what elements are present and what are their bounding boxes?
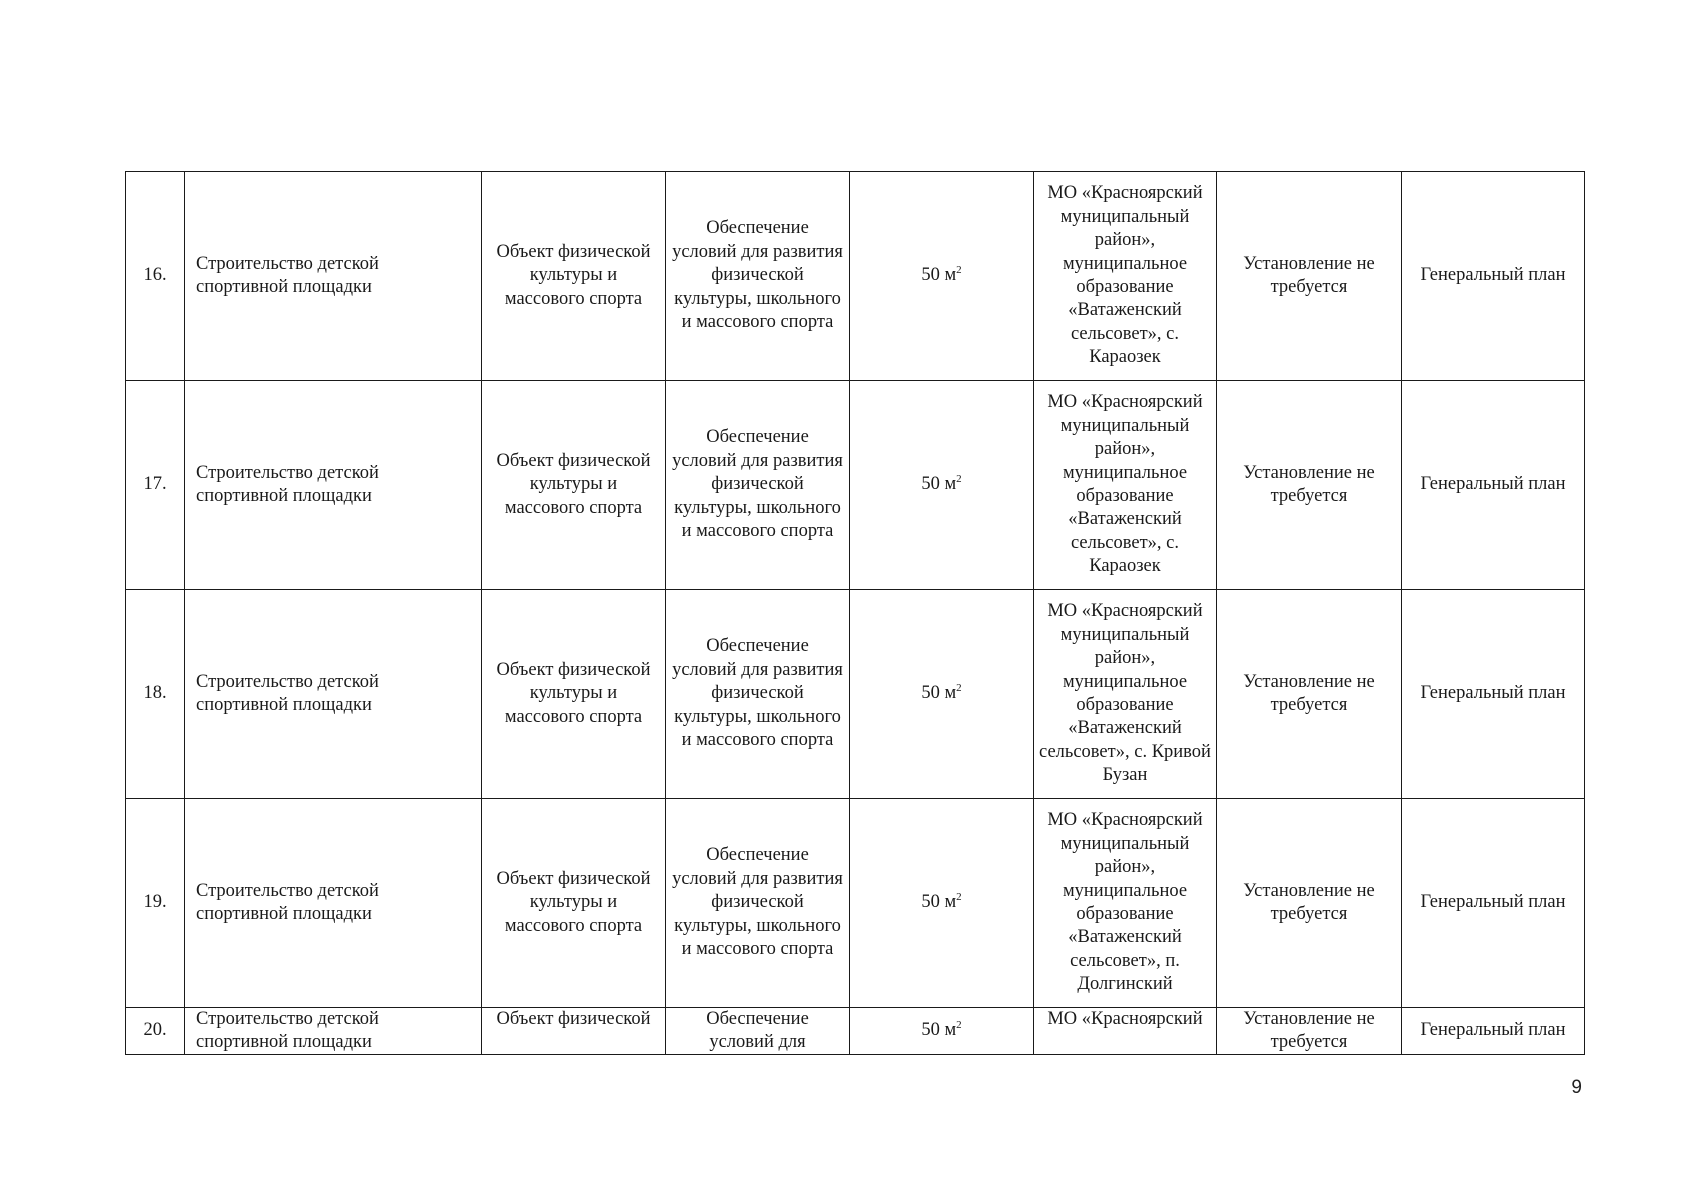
area-value: 50 м [921, 892, 957, 913]
area-value: 50 м [921, 265, 957, 286]
object-area-cell [850, 172, 1034, 381]
planning-document-text: Генеральный план [1420, 1020, 1566, 1041]
object-name-cell [185, 1008, 482, 1055]
object-purpose-cell [666, 590, 850, 799]
object-location-text: МО «Красноярский муниципальный район», муниципальное образование «Ватаженский сельсовет», с. Караозек [1047, 392, 1203, 577]
object-location-text: МО «Красноярский муниципальный район», муниципальное образование «Ватаженский сельсовет», п. Долгинский [1047, 810, 1203, 995]
planning-document-cell [1402, 172, 1585, 381]
row-number-cell [126, 381, 185, 590]
object-purpose-text: Обеспечение условий для [706, 1009, 809, 1053]
object-name-cell [185, 172, 482, 381]
planning-document-cell [1402, 1008, 1585, 1055]
object-purpose-cell [666, 1008, 850, 1055]
protection-zone-cell [1217, 799, 1402, 1008]
protection-zone-cell [1217, 381, 1402, 590]
row-number-text: 20. [143, 1020, 167, 1041]
object-location-cell [1034, 381, 1217, 590]
object-location-text: МО «Красноярский [1047, 1009, 1203, 1029]
protection-zone-cell [1217, 172, 1402, 381]
object-location-cell [1034, 590, 1217, 799]
object-location-cell [1034, 1008, 1217, 1055]
object-area-cell [850, 1008, 1034, 1055]
area-unit-exponent: 2 [956, 473, 962, 486]
object-location-cell [1034, 799, 1217, 1008]
object-type-text: Объект физической культуры и массового спорта [496, 659, 651, 727]
row-number-text: 19. [143, 892, 167, 913]
object-area-cell [850, 381, 1034, 590]
object-area-cell [850, 799, 1034, 1008]
planning-document-text: Генеральный план [1420, 892, 1566, 913]
page-number: 9 [1571, 1077, 1582, 1098]
object-type-cell [482, 172, 666, 381]
object-name-text: Строительство детской спортивной площадки [196, 880, 379, 924]
table-row [126, 381, 1585, 590]
object-purpose-cell [666, 799, 850, 1008]
area-unit-exponent: 2 [956, 1019, 962, 1032]
object-purpose-cell [666, 381, 850, 590]
area-value: 50 м [921, 683, 957, 704]
planning-document-text: Генеральный план [1420, 265, 1566, 286]
object-purpose-text: Обеспечение условий для развития физической культуры, школьного и массового спорта [672, 636, 843, 751]
object-name-text: Строительство детской спортивной площадки [196, 1009, 379, 1053]
object-name-cell [185, 381, 482, 590]
protection-zone-text: Установление не требуется [1243, 462, 1375, 506]
planning-document-text: Генеральный план [1420, 474, 1566, 495]
object-purpose-text: Обеспечение условий для развития физической культуры, школьного и массового спорта [672, 427, 843, 542]
row-number-text: 16. [143, 265, 167, 286]
area-unit-exponent: 2 [956, 264, 962, 277]
object-area-cell [850, 590, 1034, 799]
protection-zone-text: Установление не требуется [1243, 1009, 1375, 1053]
area-unit-exponent: 2 [956, 891, 962, 904]
row-number-text: 17. [143, 474, 167, 495]
object-name-text: Строительство детской спортивной площадки [196, 253, 379, 297]
planning-document-cell [1402, 799, 1585, 1008]
protection-zone-text: Установление не требуется [1243, 671, 1375, 715]
table-row [126, 172, 1585, 381]
row-number-cell [126, 799, 185, 1008]
protection-zone-cell [1217, 590, 1402, 799]
object-type-text: Объект физической культуры и массового спорта [496, 868, 651, 936]
object-type-cell [482, 1008, 666, 1055]
object-type-cell [482, 590, 666, 799]
object-location-text: МО «Красноярский муниципальный район», муниципальное образование «Ватаженский сельсовет», с. Кривой Бузан [1039, 601, 1211, 786]
object-type-text: Объект физической [496, 1009, 651, 1029]
object-name-cell [185, 799, 482, 1008]
object-location-text: МО «Красноярский муниципальный район», муниципальное образование «Ватаженский сельсовет», с. Караозек [1047, 183, 1203, 368]
table-row [126, 1008, 1585, 1055]
row-number-cell [126, 590, 185, 799]
table-body [126, 172, 1585, 1055]
row-number-cell [126, 1008, 185, 1055]
row-number-cell [126, 172, 185, 381]
object-name-text: Строительство детской спортивной площадки [196, 462, 379, 506]
area-unit-exponent: 2 [956, 682, 962, 695]
planned-objects-table [125, 171, 1585, 1055]
area-value: 50 м [921, 1020, 957, 1041]
protection-zone-cell [1217, 1008, 1402, 1055]
object-location-cell [1034, 172, 1217, 381]
object-purpose-text: Обеспечение условий для развития физической культуры, школьного и массового спорта [672, 845, 843, 960]
planning-document-text: Генеральный план [1420, 683, 1566, 704]
row-number-text: 18. [143, 683, 167, 704]
protection-zone-text: Установление не требуется [1243, 253, 1375, 297]
object-purpose-cell [666, 172, 850, 381]
object-purpose-text: Обеспечение условий для развития физической культуры, школьного и массового спорта [672, 218, 843, 333]
object-name-cell [185, 590, 482, 799]
table-row [126, 799, 1585, 1008]
object-type-cell [482, 381, 666, 590]
object-type-cell [482, 799, 666, 1008]
table-row [126, 590, 1585, 799]
planning-document-cell [1402, 381, 1585, 590]
object-name-text: Строительство детской спортивной площадки [196, 671, 379, 715]
planning-document-cell [1402, 590, 1585, 799]
protection-zone-text: Установление не требуется [1243, 880, 1375, 924]
area-value: 50 м [921, 474, 957, 495]
object-type-text: Объект физической культуры и массового спорта [496, 450, 651, 518]
object-type-text: Объект физической культуры и массового спорта [496, 241, 651, 309]
